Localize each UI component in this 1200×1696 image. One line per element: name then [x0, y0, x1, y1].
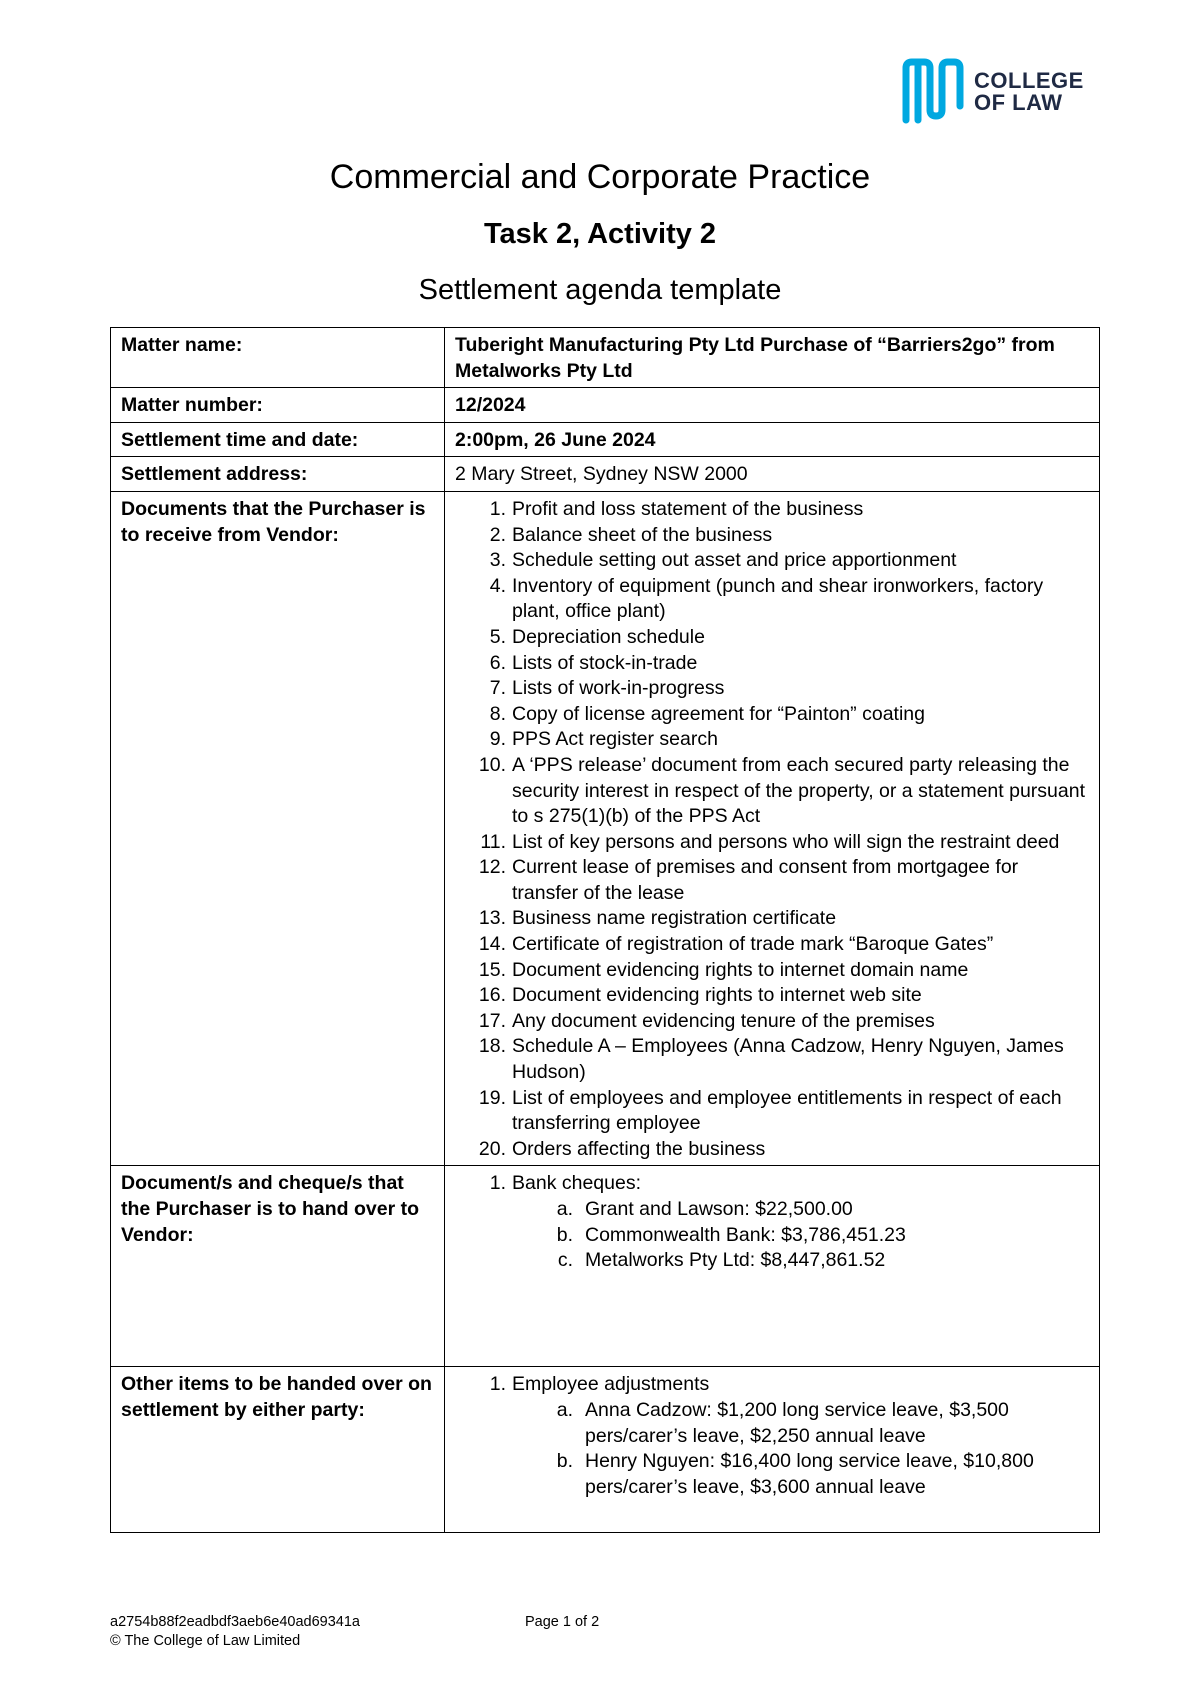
- college-of-law-icon: [900, 58, 966, 126]
- cheques-list: [455, 1171, 1089, 1197]
- task-title: Task 2, Activity 2: [483, 218, 717, 250]
- list-item: [455, 1449, 1089, 1500]
- list-text: Business name registration certificate: [512, 907, 837, 930]
- list-text: Balance sheet of the business: [512, 523, 773, 546]
- documents-list: [455, 497, 1089, 1162]
- matter-name-value: Tuberight Manufacturing Pty Ltd Purchase of “Barriers2go” from Metalworks Pty Ltd: [445, 328, 1100, 388]
- list-text: Grant and Lawson: $22,500.00: [585, 1198, 853, 1220]
- settlement-address-value: 2 Mary Street, Sydney NSW 2000: [445, 457, 1100, 492]
- list-text: Any document evidencing tenure of the premises: [512, 1009, 935, 1032]
- list-text: List of key persons and persons who will sign the restraint deed: [512, 830, 1060, 853]
- list-item: [455, 625, 1089, 651]
- list-item: [455, 676, 1089, 702]
- list-text: Anna Cadzow: $1,200 long service leave, $3,500 pers/carer’s leave, $2,250 annual leave: [585, 1399, 1009, 1447]
- list-text: Lists of work-in-progress: [512, 677, 725, 700]
- list-number: 6.: [489, 651, 506, 674]
- footer-left: [110, 1613, 360, 1651]
- list-item: [455, 523, 1089, 549]
- matter-number-label: Matter number:: [111, 388, 445, 423]
- list-item: [455, 1137, 1089, 1163]
- settlement-time-value: 2:00pm, 26 June 2024: [445, 422, 1100, 457]
- cheques-cell: [445, 1166, 1100, 1367]
- list-text: Bank cheques:: [512, 1172, 642, 1195]
- list-text: Certificate of registration of trade mark “Baroque Gates”: [512, 933, 994, 956]
- row-cheques: [111, 1166, 1100, 1367]
- list-number: 9.: [489, 728, 506, 751]
- list-number: 3.: [489, 549, 506, 572]
- other-items-list: [455, 1372, 1089, 1398]
- document-title: Settlement agenda template: [418, 274, 782, 306]
- list-number: 11.: [480, 830, 506, 853]
- list-item: [455, 1197, 1089, 1223]
- copyright: © The College of Law Limited: [110, 1633, 301, 1649]
- list-text: Current lease of premises and consent from mortgagee for transfer of the lease: [512, 856, 1019, 904]
- list-number: 2.: [489, 523, 506, 546]
- row-documents: [111, 491, 1100, 1165]
- row-settlement-address: [111, 457, 1100, 492]
- list-text: Document evidencing rights to internet domain name: [512, 958, 969, 981]
- list-item: [455, 727, 1089, 753]
- list-text: List of employees and employee entitlements in respect of each transferring employee: [512, 1086, 1062, 1135]
- logo-line-1: COLLEGE: [974, 68, 1084, 93]
- list-text: Document evidencing rights to internet web site: [512, 984, 922, 1007]
- row-matter-name: [111, 328, 1100, 388]
- list-item: [455, 855, 1089, 906]
- list-number: 13.: [478, 907, 506, 930]
- documents-cell: [445, 491, 1100, 1165]
- list-text: Metalworks Pty Ltd: $8,447,861.52: [585, 1249, 886, 1272]
- list-number: 5.: [489, 625, 506, 648]
- list-number: 1.: [489, 497, 506, 520]
- list-text: Depreciation schedule: [512, 625, 705, 648]
- settlement-agenda-table: [110, 327, 1100, 1533]
- list-number: b.: [556, 1223, 573, 1246]
- list-number: 14.: [478, 933, 506, 956]
- list-item: [455, 702, 1089, 728]
- list-text: Commonwealth Bank: $3,786,451.23: [585, 1223, 906, 1246]
- list-item: [455, 651, 1089, 677]
- other-items-cell: [445, 1367, 1100, 1533]
- list-number: 16.: [478, 984, 506, 1007]
- list-item: [455, 548, 1089, 574]
- cheques-sublist: [455, 1197, 1089, 1274]
- list-item: [455, 1086, 1089, 1137]
- list-number: 7.: [489, 677, 506, 700]
- list-text: Orders affecting the business: [512, 1137, 766, 1160]
- row-matter-number: [111, 388, 1100, 423]
- list-number: 4.: [489, 574, 506, 597]
- list-text: A ‘PPS release’ document from each secured party releasing the security interest in respect of the property, or a statement pursuant to s 275(1)(b) of the PPS Act: [512, 753, 1086, 828]
- list-number: 8.: [489, 702, 506, 725]
- list-number: a.: [556, 1399, 573, 1421]
- list-text: Profit and loss statement of the business: [512, 497, 864, 520]
- list-number: 15.: [478, 958, 506, 981]
- settlement-address-label: Settlement address:: [111, 457, 445, 492]
- other-items-label: Other items to be handed over on settlement by either party:: [111, 1367, 445, 1533]
- other-items-sublist: [455, 1398, 1089, 1500]
- logo-line-2: OF LAW: [974, 90, 1063, 115]
- list-number: 1.: [489, 1373, 506, 1396]
- list-item: [455, 1223, 1089, 1249]
- list-item: [455, 1372, 1089, 1398]
- list-item: [455, 753, 1089, 830]
- list-number: b.: [556, 1450, 573, 1473]
- list-item: [455, 1171, 1089, 1197]
- list-item: [455, 574, 1089, 625]
- list-item: [455, 932, 1089, 958]
- list-item: [455, 497, 1089, 523]
- college-of-law-logo: [900, 58, 1084, 126]
- list-number: 12.: [478, 856, 506, 879]
- row-settlement-time: [111, 422, 1100, 457]
- list-item: [455, 958, 1089, 984]
- list-number: 20.: [478, 1137, 506, 1160]
- cheques-label: Document/s and cheque/s that the Purchaser is to hand over to Vendor:: [111, 1166, 445, 1367]
- list-text: Employee adjustments: [512, 1373, 710, 1396]
- list-number: a.: [556, 1198, 573, 1220]
- list-number: 10.: [478, 753, 506, 776]
- course-title: Commercial and Corporate Practice: [329, 158, 871, 196]
- list-text: Schedule setting out asset and price apportionment: [512, 549, 957, 572]
- list-number: 17.: [478, 1009, 506, 1032]
- settlement-time-label: Settlement time and date:: [111, 422, 445, 457]
- list-item: [455, 1248, 1089, 1274]
- row-other-items: [111, 1367, 1100, 1533]
- list-text: PPS Act register search: [512, 728, 718, 751]
- list-item: [455, 830, 1089, 856]
- logo-wordmark: [974, 70, 1084, 114]
- matter-name-label: Matter name:: [111, 328, 445, 388]
- list-number: 1.: [489, 1172, 506, 1195]
- list-item: [455, 1398, 1089, 1449]
- matter-number-value: 12/2024: [445, 388, 1100, 423]
- document-id: a2754b88f2eadbdf3aeb6e40ad69341a: [110, 1614, 360, 1630]
- list-text: Schedule A – Employees (Anna Cadzow, Henry Nguyen, James Hudson): [512, 1035, 1064, 1084]
- list-text: Copy of license agreement for “Painton” coating: [512, 702, 925, 725]
- list-item: [455, 1009, 1089, 1035]
- list-number: 19.: [478, 1086, 506, 1109]
- page-number: Page 1 of 2: [525, 1614, 600, 1630]
- documents-label: Documents that the Purchaser is to receive from Vendor:: [111, 491, 445, 1165]
- list-text: Henry Nguyen: $16,400 long service leave, $10,800 pers/carer’s leave, $3,600 annual leave: [585, 1450, 1034, 1498]
- list-number: 18.: [478, 1035, 506, 1058]
- list-text: Lists of stock-in-trade: [512, 651, 698, 674]
- list-number: c.: [557, 1249, 573, 1272]
- list-item: [455, 1034, 1089, 1085]
- list-item: [455, 906, 1089, 932]
- list-text: Inventory of equipment (punch and shear ironworkers, factory plant, office plant): [512, 574, 1044, 623]
- list-item: [455, 983, 1089, 1009]
